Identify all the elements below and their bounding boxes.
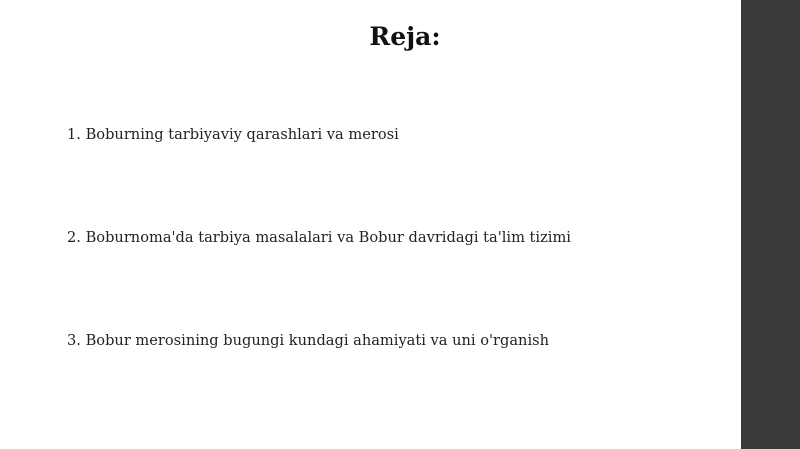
plan-item-1: 1. Boburning tarbiyaviy qarashlari va merosi bbox=[67, 126, 399, 143]
plan-item-2: 2. Boburnoma'da tarbiya masalalari va Bobur davridagi ta'lim tizimi bbox=[67, 229, 571, 246]
plan-item-3: 3. Bobur merosining bugungi kundagi ahamiyati va uni o'rganish bbox=[67, 332, 550, 349]
slide-title: Reja: bbox=[369, 22, 441, 51]
side-panel-strip bbox=[741, 0, 800, 449]
